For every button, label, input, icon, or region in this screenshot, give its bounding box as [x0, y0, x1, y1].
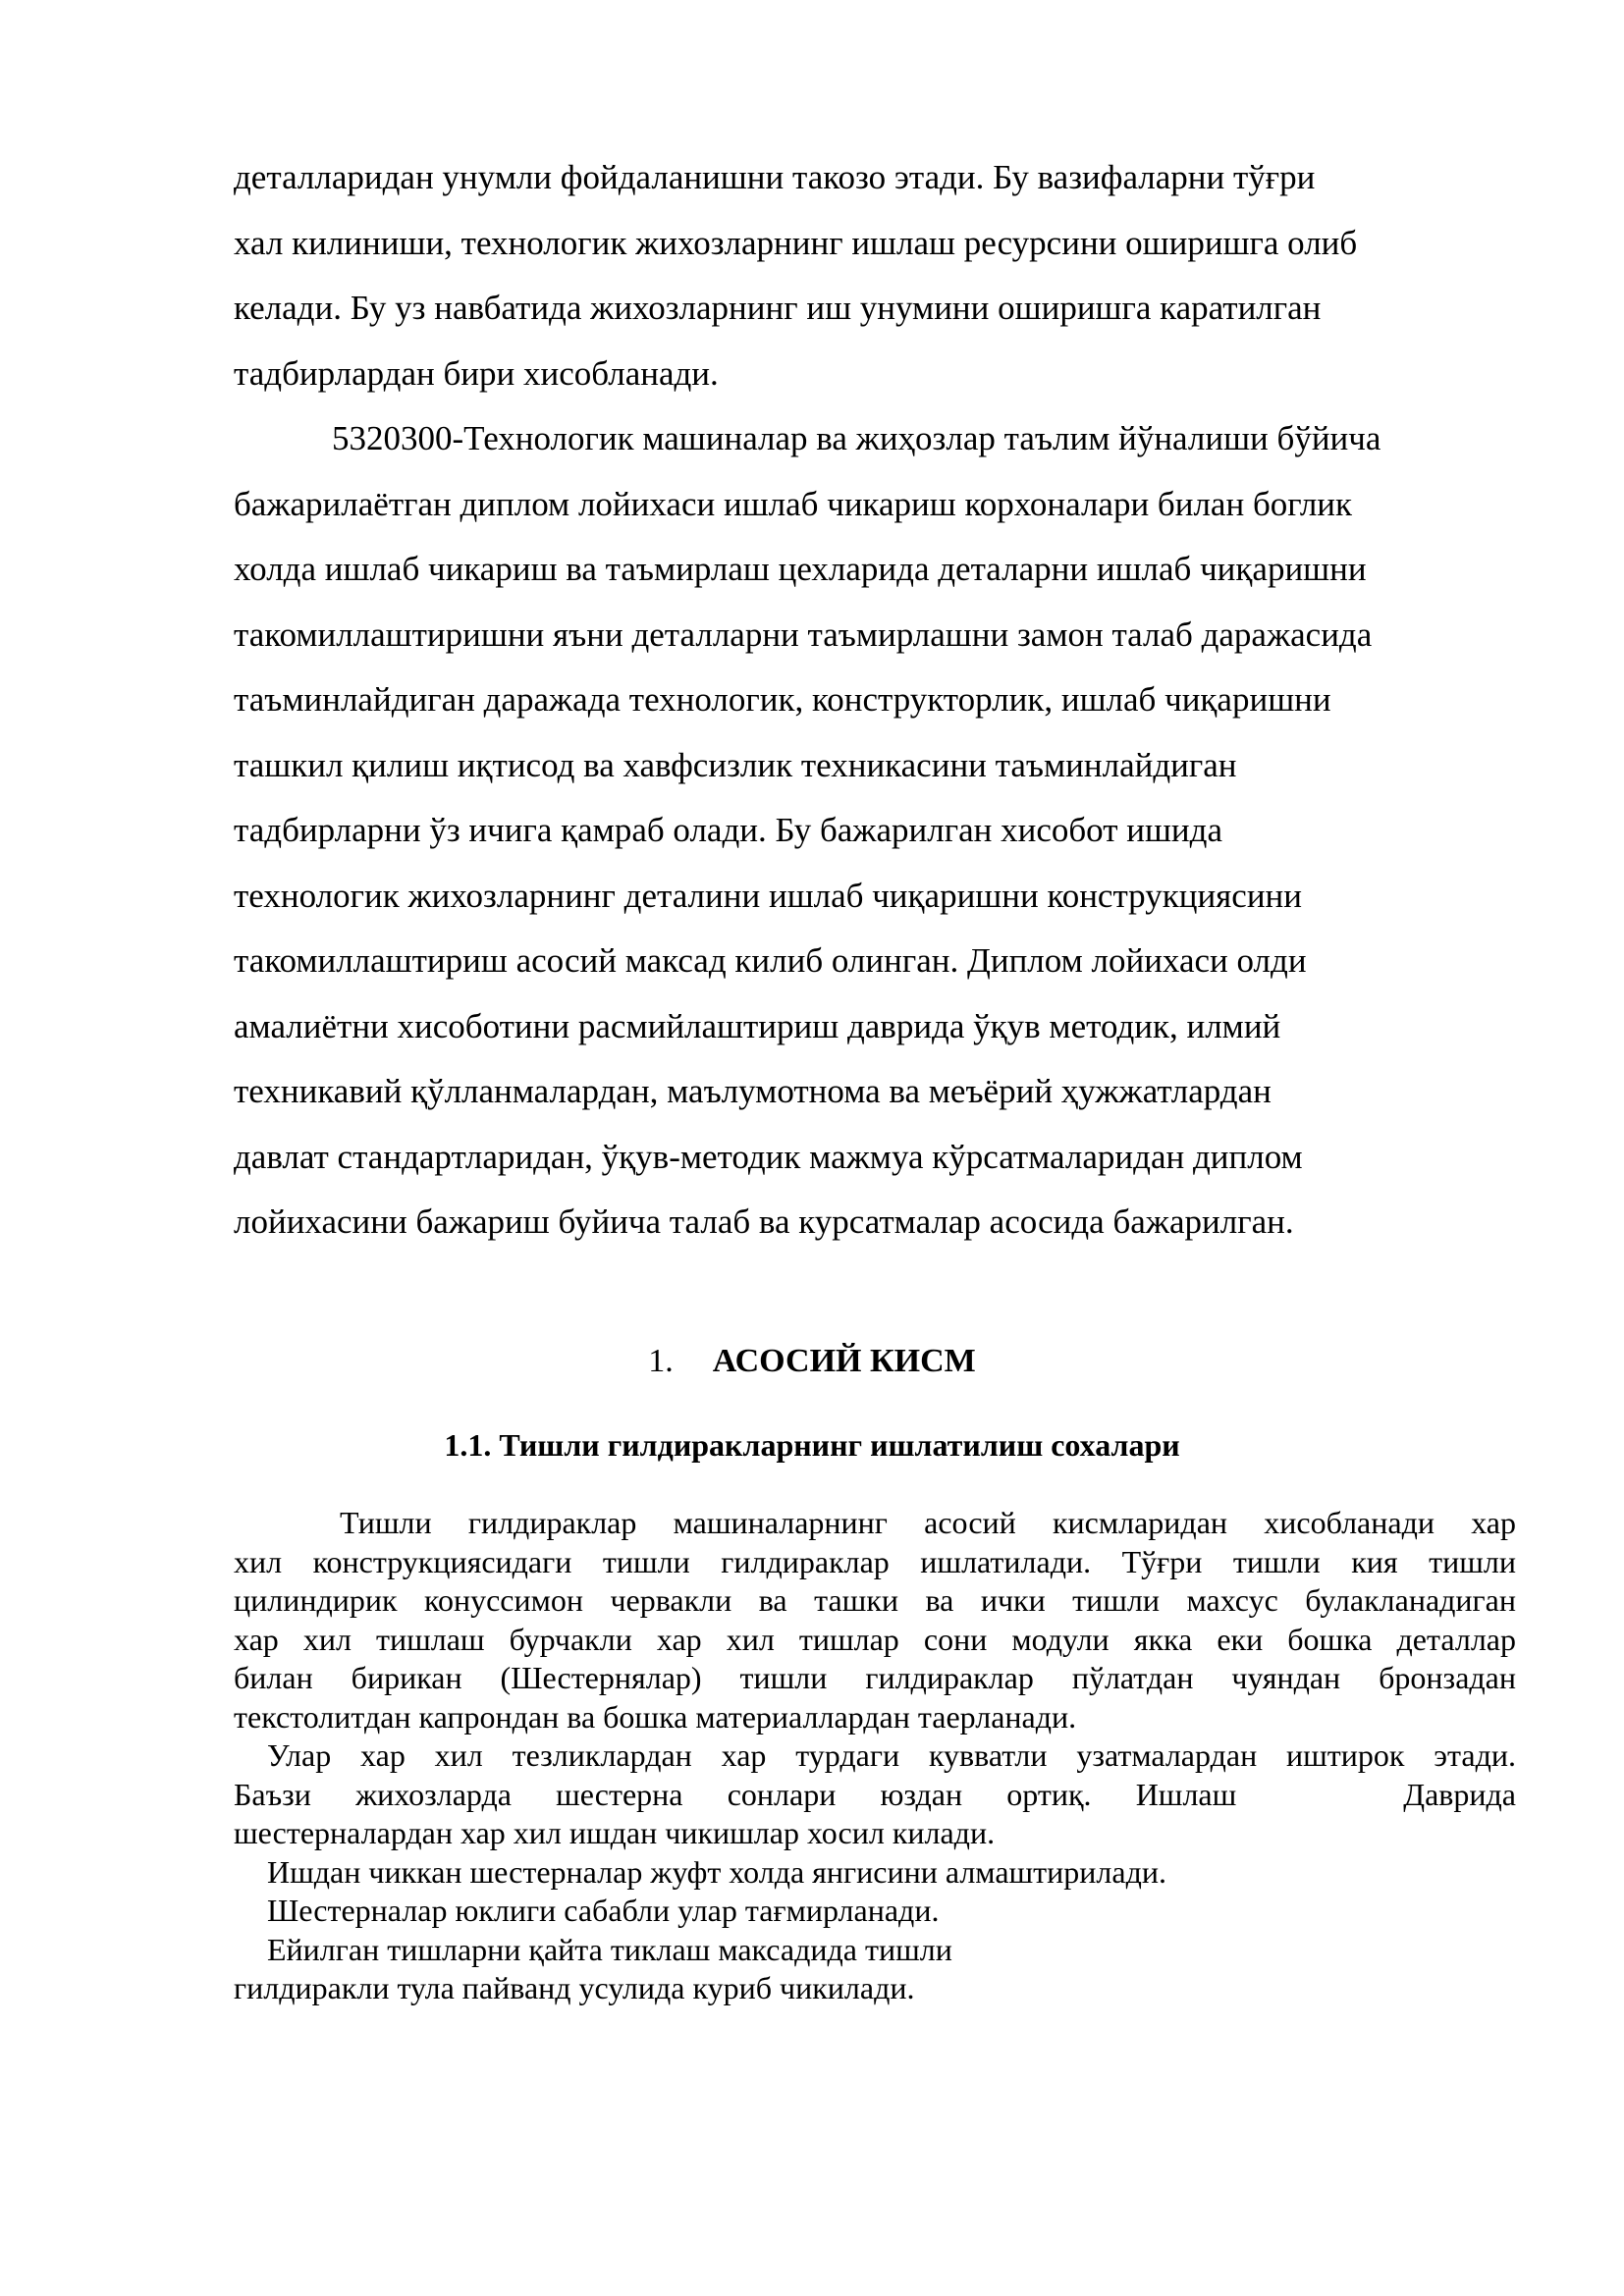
text-line: гилдиракли тула пайванд усулида куриб чикилади. [234, 1970, 915, 2005]
text-line: такомиллаштириш асосий максад килиб олинган. Диплом лойихаси олди [234, 941, 1307, 980]
text-line: билан бирикан (Шестернялар) тишли гилдираклар пўлатдан чуяндан бронзадан [234, 1660, 1516, 1695]
text-line: текстолитдан капрондан ва бошка материаллардан таерланади. [234, 1698, 1077, 1735]
text-line: холда ишлаб чикариш ва таъмирлаш цехларида деталарни ишлаб чиқаришни [234, 550, 1367, 588]
text-line: амалиётни хисоботини расмийлаштириш даврида ўқув методик, илмий [234, 1006, 1281, 1045]
text-line: техникавий қўлланмалардан, маълумотнома ва меъёрий ҳужжатлардан [234, 1072, 1272, 1110]
text-line: хар хил тишлаш бурчакли хар хил тишлар сони модули якка еки бошка деталлар [234, 1621, 1516, 1657]
text-line: технологик жихозларнинг деталини ишлаб чиқаришни конструкциясини [234, 876, 1303, 915]
text-line: хал килиниши, технологик жихозларнинг ишлаш ресурсини оширишга олиб [234, 223, 1358, 262]
text-line: лойихасини бажариш буйича талаб ва курсатмалар асосида бажарилган. [234, 1202, 1294, 1241]
text-line: хил конструкциясидаги тишли гилдираклар ишлатилади. Тўғри тишли кия тишли [234, 1543, 1516, 1579]
text-line: Ишдан чиккан шестерналар жуфт холда янгисини алмаштирилади. [267, 1853, 1166, 1890]
text-line: шестерналардан хар хил ишдан чикишлар хосил килади. [234, 1815, 996, 1850]
body-paragraphs [234, 1504, 1516, 2008]
text-line: Тишли гилдираклар машиналарнинг асосий кисмларидан хисобланади хар [340, 1505, 1516, 1540]
section-number: 1. [648, 1343, 674, 1379]
section-heading [0, 1343, 1624, 1380]
subsection-heading: 1.1. Тишли гилдиракларнинг ишлатилиш сохалари [444, 1427, 1180, 1463]
text-line: бажарилаётган диплом лойихаси ишлаб чикариш корхоналари билан боглик [234, 484, 1353, 523]
text-line: ташкил қилиш иқтисод ва хавфсизлик техникасини таъминлайдиган [234, 745, 1237, 784]
text-line: 5320300-Технологик машиналар ва жиҳозлар таълим йўналиши бўйича [332, 419, 1381, 457]
text-line: деталларидан унумли фойдаланишни такозо этади. Бу вазифаларни тўғри [234, 158, 1316, 196]
text-line: Шестерналар юклиги сабабли улар тағмирланади. [267, 1893, 940, 1928]
text-line: тадбирлардан бири хисобланади. [234, 353, 719, 393]
section-title: АСОСИЙ КИСМ [712, 1343, 976, 1379]
text-line: келади. Бу уз навбатида жихозларнинг иш унумини оширишга каратилган [234, 289, 1322, 327]
text-line: давлат стандартларидан, ўқув-методик мажмуа кўрсатмаларидан диплом [234, 1137, 1303, 1176]
text-line: цилиндирик конуссимон червакли ва ташки ва ички тишли махсус булакланадиган [234, 1582, 1516, 1618]
text-line: таъминлайдиган даражада технологик, конструкторлик, ишлаб чиқаришни [234, 680, 1331, 719]
text-line: такомиллаштиришни яъни деталларни таъмирлашни замон талаб даражасида [234, 614, 1373, 654]
text-line: тадбирларни ўз ичига қамраб олади. Бу бажарилган хисобот ишида [234, 811, 1223, 849]
intro-paragraphs [234, 145, 1516, 1255]
text-segment: Баъзи жихозларда шестерна сонлари юздан ортиқ. Ишлаш [234, 1776, 1237, 1812]
text-segment: Даврида [1403, 1776, 1516, 1812]
text-line: Ейилган тишларни қайта тиклаш максадида тишли [267, 1931, 952, 1967]
text-line: Улар хар хил тезликлардан хар турдаги кувватли узатмалардан иштирок этади. [267, 1737, 1516, 1773]
text-line-split [234, 1776, 1516, 1815]
